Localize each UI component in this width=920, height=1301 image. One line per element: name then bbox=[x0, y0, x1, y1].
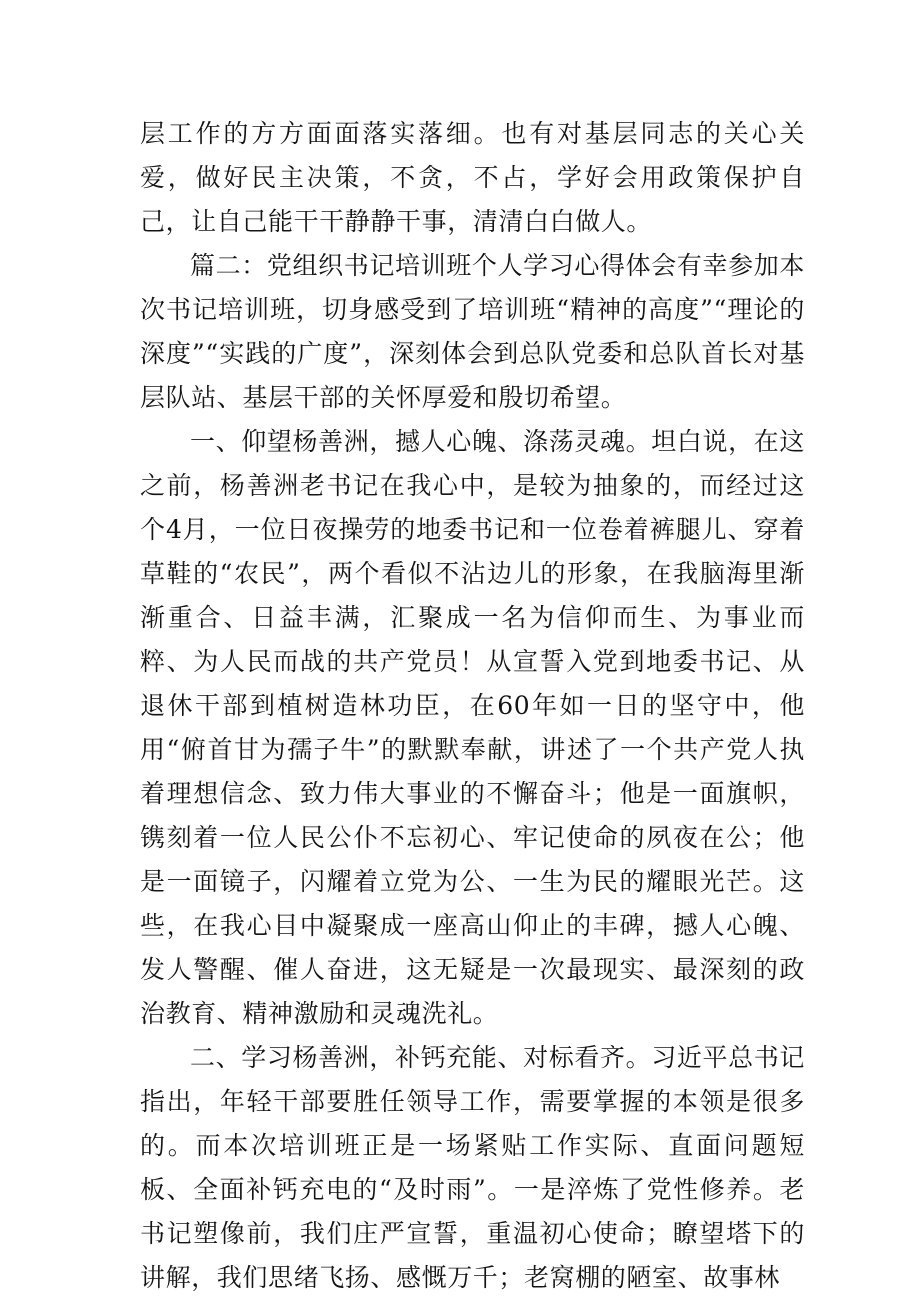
paragraph-continuation: 层工作的方方面面落实落细。也有对基层同志的关心关爱，做好民主决策，不贪，不占，学好会用政策保护自己，让自己能干干静静干事，清清白白做人。 bbox=[140, 119, 805, 236]
paragraph-article-two-intro: 篇二：党组织书记培训班个人学习心得体会有幸参加本次书记培训班，切身感受到了培训班“精神的高度”“理论的深度”“实践的广度”，深刻体会到总队党委和总队首长对基层队站、基层干部的关怀厚爱和殷切希望。 bbox=[140, 251, 805, 412]
paragraph-section-one: 一、仰望杨善洲，撼人心魄、涤荡灵魂。坦白说，在这之前，杨善洲老书记在我心中，是较为抽象的，而经过这个4月，一位日夜操劳的地委书记和一位卷着裤腿儿、穿着草鞋的“农民”，两个看似不沾边儿的形象，在我脑海里渐渐重合、日益丰满，汇聚成一名为信仰而生、为事业而粹、为人民而战的共产党员！从宣誓入党到地委书记、从退休干部到植树造林功臣，在60年如一日的坚守中，他用“俯首甘为孺子牛”的默默奉献，讲述了一个共产党人执着理想信念、致力伟大事业的不懈奋斗；他是一面旗帜，镌刻着一位人民公仆不忘初心、牢记使命的夙夜在公；他是一面镜子，闪耀着立党为公、一生为民的耀眼光芒。这些，在我心目中凝聚成一座高山仰止的丰碑，撼人心魄、发人警醒、催人奋进，这无疑是一次最现实、最深刻的政治教育、精神激励和灵魂洗礼。 bbox=[140, 427, 805, 1028]
document-body bbox=[140, 112, 805, 1300]
paragraph-section-two: 二、学习杨善洲，补钙充能、对标看齐。习近平总书记指出，年轻干部要胜任领导工作，需要掌握的本领是很多的。而本次培训班正是一场紧贴工作实际、直面问题短板、全面补钙充电的“及时雨”。一是淬炼了党性修养。老书记塑像前，我们庄严宣誓，重温初心使命；瞭望塔下的讲解，我们思绪飞扬、感慨万千；老窝棚的陋室、故事林 bbox=[140, 1043, 805, 1292]
